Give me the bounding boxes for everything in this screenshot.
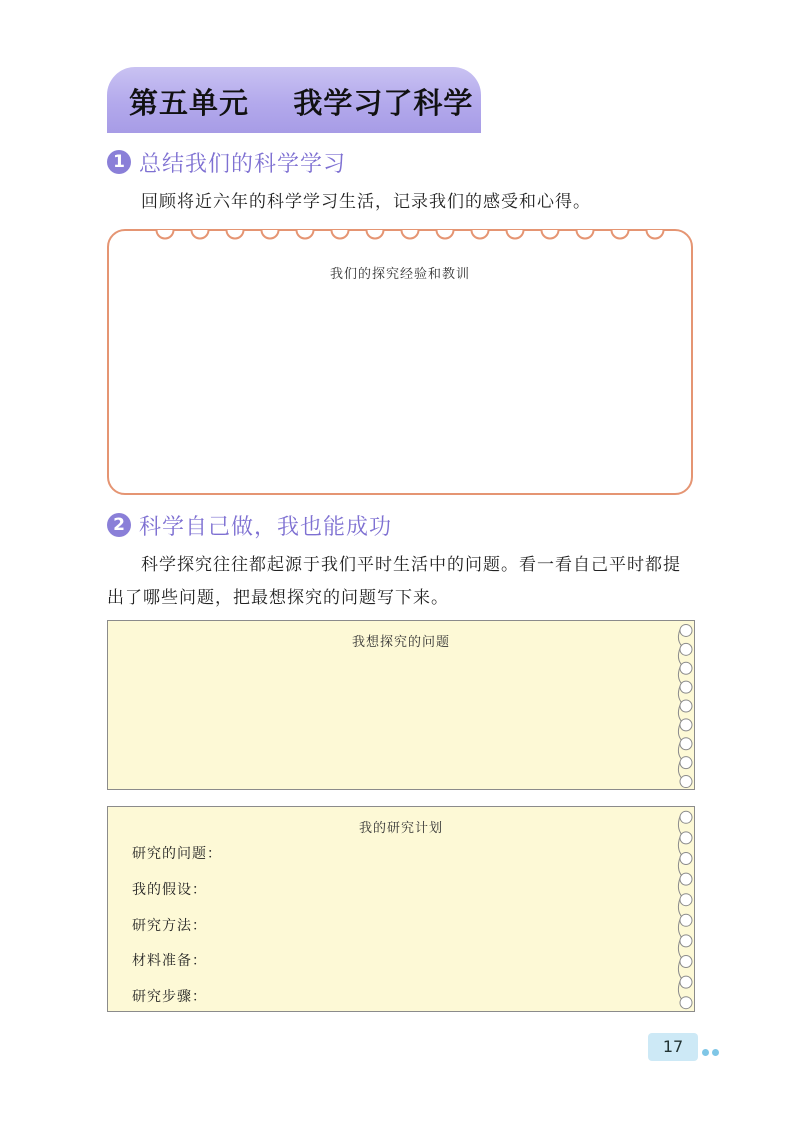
spiral-rings bbox=[672, 807, 696, 1013]
section-2-paragraph: 科学探究往往都起源于我们平时生活中的问题。看一看自己平时都提出了哪些问题，把最想探究的问题写下来。 bbox=[107, 555, 681, 608]
spiral-rings bbox=[672, 621, 696, 791]
plan-line-steps: 研究步骤： bbox=[132, 989, 207, 1005]
spiral-ring bbox=[680, 719, 692, 731]
decor-dot bbox=[702, 1049, 709, 1056]
scallop-decoration bbox=[109, 229, 695, 249]
plan-note-box bbox=[107, 806, 695, 1012]
spiral-ring bbox=[680, 894, 692, 906]
experience-box bbox=[107, 229, 693, 495]
spiral-ring bbox=[680, 681, 692, 693]
spiral-ring bbox=[680, 997, 692, 1009]
spiral-ring bbox=[680, 662, 692, 674]
plan-line-materials: 材料准备： bbox=[132, 953, 207, 969]
unit-banner bbox=[107, 67, 481, 133]
spiral-ring bbox=[680, 935, 692, 947]
spiral-ring bbox=[680, 853, 692, 865]
spiral-ring bbox=[680, 811, 692, 823]
spiral-ring bbox=[680, 976, 692, 988]
spiral-ring bbox=[680, 832, 692, 844]
spiral-ring bbox=[680, 776, 692, 788]
spiral-ring bbox=[680, 738, 692, 750]
section-2-title: 科学自己做，我也能成功 bbox=[139, 514, 393, 540]
decor-dot bbox=[712, 1049, 719, 1056]
spiral-ring bbox=[680, 757, 692, 769]
spiral-ring bbox=[680, 914, 692, 926]
spiral-ring bbox=[680, 873, 692, 885]
section-number-badge: 2 bbox=[107, 513, 131, 537]
section-1-heading bbox=[107, 146, 346, 178]
spiral-ring bbox=[680, 956, 692, 968]
question-box-title: 我想探究的问题 bbox=[351, 635, 450, 650]
unit-title: 第五单元 我学习了科学 bbox=[129, 86, 474, 120]
question-note-box bbox=[107, 620, 695, 790]
plan-line-question: 研究的问题： bbox=[132, 846, 222, 862]
experience-box-title: 我们的探究经验和教训 bbox=[329, 267, 470, 282]
plan-line-method: 研究方法： bbox=[132, 918, 207, 934]
plan-box-title: 我的研究计划 bbox=[358, 821, 443, 836]
section-number-badge: 1 bbox=[107, 150, 131, 174]
section-1-paragraph: 回顾将近六年的科学学习生活，记录我们的感受和心得。 bbox=[141, 192, 591, 212]
spiral-ring bbox=[680, 624, 692, 636]
section-1-title: 总结我们的科学学习 bbox=[139, 151, 347, 177]
spiral-ring bbox=[680, 643, 692, 655]
plan-line-hypothesis: 我的假设： bbox=[132, 882, 207, 898]
section-2-heading bbox=[107, 509, 392, 541]
spiral-ring bbox=[680, 700, 692, 712]
page-number: 17 bbox=[648, 1033, 698, 1061]
